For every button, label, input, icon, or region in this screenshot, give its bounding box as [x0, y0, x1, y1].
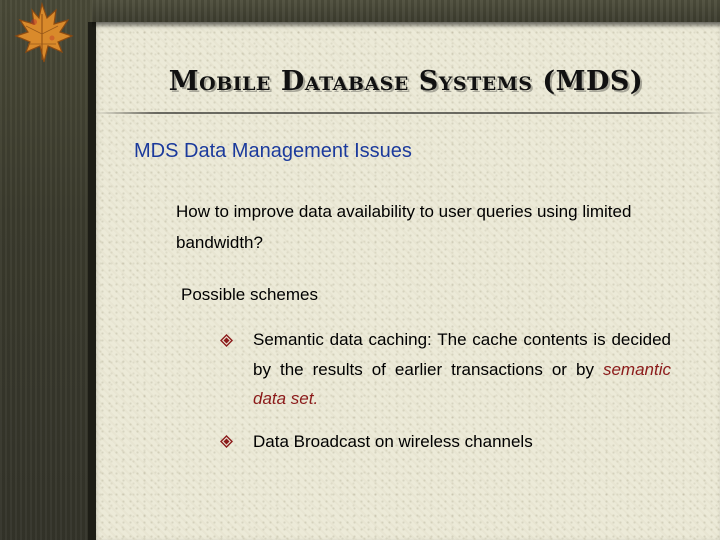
highlighted-term: semantic data set.	[253, 359, 671, 408]
intro-question: How to improve data availability to user queries using limited bandwidth?	[176, 202, 632, 252]
list-item	[253, 325, 671, 414]
left-frame	[0, 0, 92, 540]
diamond-bullet-icon	[220, 334, 233, 347]
list-item-text: Data Broadcast on wireless channels	[253, 432, 533, 451]
panel-top-shadow	[92, 22, 720, 28]
slide-subtitle: MDS Data Management Issues	[134, 140, 412, 162]
schemes-heading: Possible schemes	[181, 285, 319, 304]
diamond-bullet-icon	[220, 435, 233, 448]
title-divider	[92, 112, 720, 114]
top-frame	[0, 0, 720, 22]
list-item	[253, 427, 671, 457]
slide-title: Mobile Database Systems (MDS)	[168, 66, 644, 97]
panel-shadow	[88, 22, 96, 540]
maple-leaf-icon	[4, 0, 80, 66]
content-panel	[92, 22, 720, 540]
list-item-text: Semantic data caching: The cache contents is decided by the results of earlier transactions or by	[253, 330, 671, 379]
